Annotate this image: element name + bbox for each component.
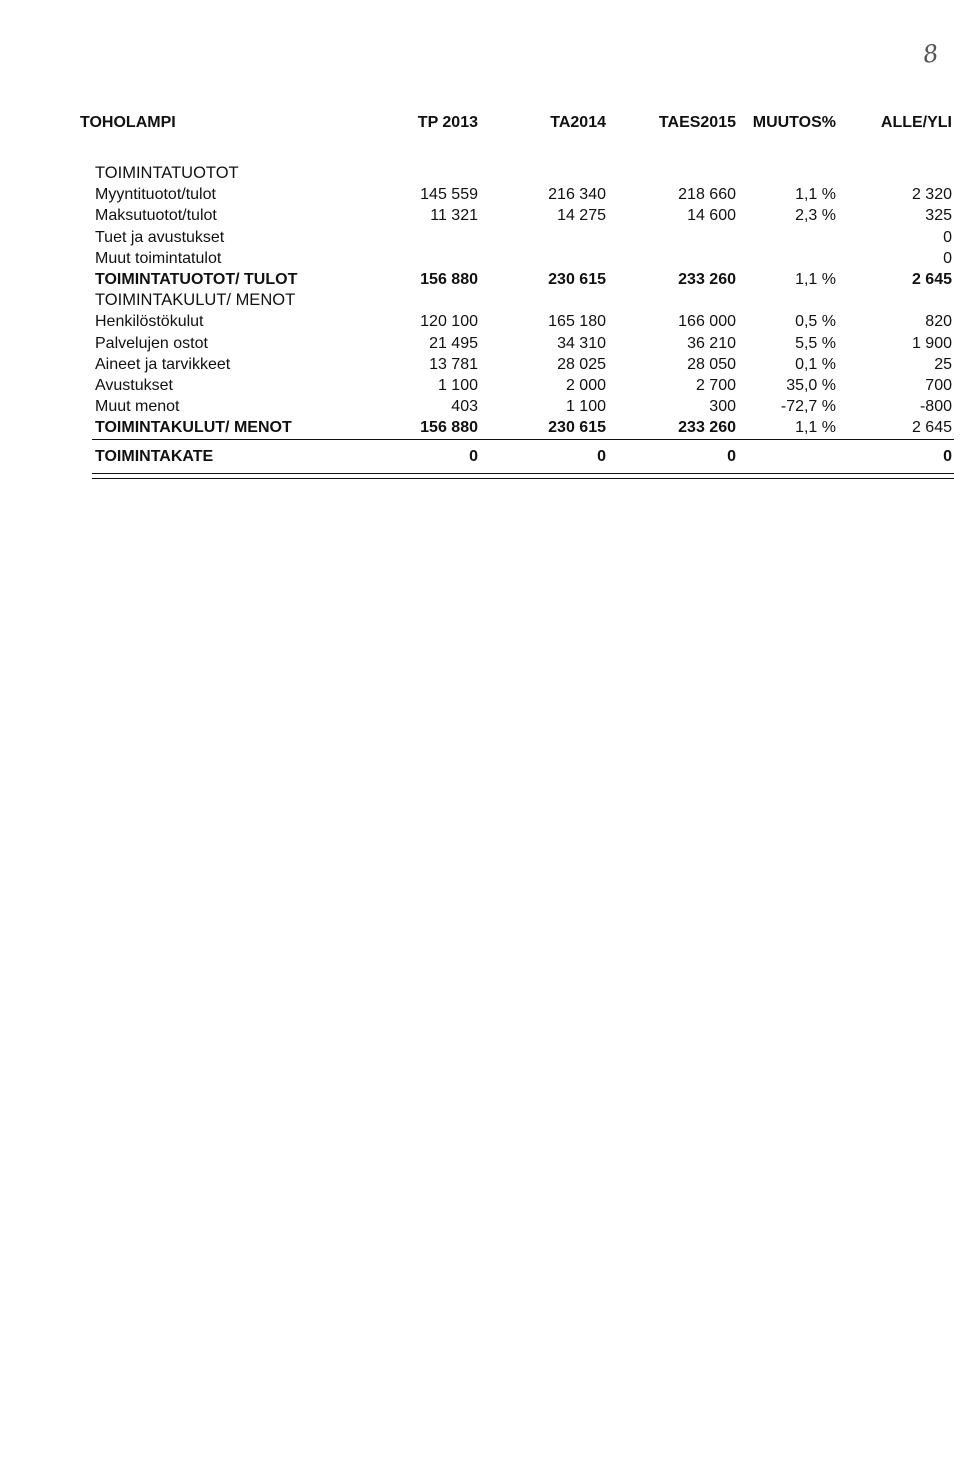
- cell-taes2015: 36 210: [687, 334, 736, 352]
- cell-taes2015: 166 000: [678, 313, 736, 331]
- table-row: [0, 163, 960, 184]
- cell-taes2015: 233 260: [678, 419, 736, 437]
- table-header: [0, 112, 960, 136]
- cell-alle-yli: 0: [943, 228, 952, 246]
- column-header-tp2013: TP 2013: [417, 114, 478, 131]
- table-row: [0, 333, 960, 354]
- cell-muutos: 1,1 %: [795, 270, 836, 288]
- cell-ta2014: 230 615: [548, 270, 606, 288]
- table-row: [0, 290, 960, 311]
- table-row: [0, 375, 960, 396]
- column-header-alle-yli: ALLE/YLI: [880, 114, 952, 131]
- cell-alle-yli: 820: [925, 313, 952, 331]
- row-label: TOIMINTAKULUT/ MENOT: [95, 291, 296, 310]
- cell-tp2013: 21 495: [429, 334, 478, 352]
- cell-muutos: 35,0 %: [786, 376, 836, 394]
- row-label: Henkilöstökulut: [95, 313, 204, 331]
- row-label: Palvelujen ostot: [95, 334, 208, 352]
- cell-tp2013: 1 100: [437, 376, 478, 394]
- cell-muutos: 0,1 %: [795, 355, 836, 373]
- cell-ta2014: 0: [597, 448, 606, 465]
- budget-table: [0, 163, 960, 438]
- table-row: [0, 396, 960, 417]
- cell-tp2013: 145 559: [420, 186, 478, 204]
- cell-ta2014: 28 025: [557, 355, 606, 373]
- row-label: Muut toimintatulot: [95, 249, 222, 267]
- table-row: [0, 354, 960, 375]
- table-row-result: [0, 446, 960, 470]
- column-header-ta2014: TA2014: [550, 114, 606, 131]
- result-label: TOIMINTAKATE: [95, 448, 214, 465]
- cell-taes2015: 218 660: [678, 186, 736, 204]
- row-label: Aineet ja tarvikkeet: [95, 355, 231, 373]
- cell-taes2015: 0: [727, 448, 736, 465]
- cell-ta2014: 165 180: [548, 313, 606, 331]
- row-label: TOIMINTAKULUT/ MENOT: [95, 419, 292, 437]
- cell-taes2015: 300: [709, 398, 736, 416]
- cell-alle-yli: 2 320: [911, 186, 952, 204]
- cell-alle-yli: 2 645: [911, 270, 952, 288]
- table-row-subtotal: [0, 417, 960, 438]
- cell-taes2015: 14 600: [687, 207, 736, 225]
- cell-muutos: -72,7 %: [780, 398, 836, 416]
- cell-alle-yli: 0: [943, 448, 952, 465]
- cell-muutos: 5,5 %: [795, 334, 836, 352]
- row-label: Muut menot: [95, 398, 180, 416]
- table-row: [0, 248, 960, 269]
- column-header-taes2015: TAES2015: [658, 114, 736, 131]
- table-row: [0, 311, 960, 332]
- cell-alle-yli: 25: [934, 355, 952, 373]
- cell-ta2014: 14 275: [557, 207, 606, 225]
- table-row-subtotal: [0, 269, 960, 290]
- cell-alle-yli: -800: [919, 398, 952, 416]
- table-title: TOHOLAMPI: [80, 114, 176, 131]
- double-underline-divider: [92, 473, 954, 479]
- cell-tp2013: 120 100: [420, 313, 478, 331]
- cell-alle-yli: 2 645: [911, 419, 952, 437]
- cell-taes2015: 2 700: [695, 376, 736, 394]
- cell-tp2013: 11 321: [430, 207, 478, 225]
- cell-muutos: 2,3 %: [795, 207, 836, 225]
- cell-muutos: 0,5 %: [795, 313, 836, 331]
- table-row: [0, 205, 960, 226]
- cell-alle-yli: 1 900: [911, 334, 952, 352]
- cell-taes2015: 233 260: [678, 270, 736, 288]
- cell-tp2013: 0: [469, 448, 478, 465]
- table-row: [0, 184, 960, 205]
- cell-ta2014: 1 100: [565, 398, 606, 416]
- cell-taes2015: 28 050: [687, 355, 736, 373]
- row-label: Maksutuotot/tulot: [95, 207, 217, 225]
- page-number: 8: [921, 39, 941, 69]
- cell-alle-yli: 325: [925, 207, 952, 225]
- column-header-muutos: MUUTOS%: [752, 114, 836, 131]
- cell-ta2014: 2 000: [565, 376, 606, 394]
- row-label: Avustukset: [95, 376, 173, 394]
- cell-ta2014: 230 615: [548, 419, 606, 437]
- table-row: [0, 227, 960, 248]
- cell-ta2014: 216 340: [548, 186, 606, 204]
- cell-tp2013: 156 880: [420, 419, 478, 437]
- row-label: TOIMINTATUOTOT: [95, 164, 239, 182]
- cell-tp2013: 403: [451, 398, 478, 416]
- cell-alle-yli: 0: [943, 249, 952, 267]
- cell-ta2014: 34 310: [557, 334, 606, 352]
- cell-tp2013: 13 781: [429, 355, 478, 373]
- row-label: TOIMINTATUOTOT/ TULOT: [95, 270, 298, 288]
- row-label: Myyntituotot/tulot: [95, 186, 216, 204]
- cell-muutos: 1,1 %: [795, 419, 836, 437]
- cell-muutos: 1,1 %: [795, 186, 836, 204]
- cell-tp2013: 156 880: [420, 270, 478, 288]
- cell-alle-yli: 700: [925, 376, 952, 394]
- row-label: Tuet ja avustukset: [95, 228, 225, 246]
